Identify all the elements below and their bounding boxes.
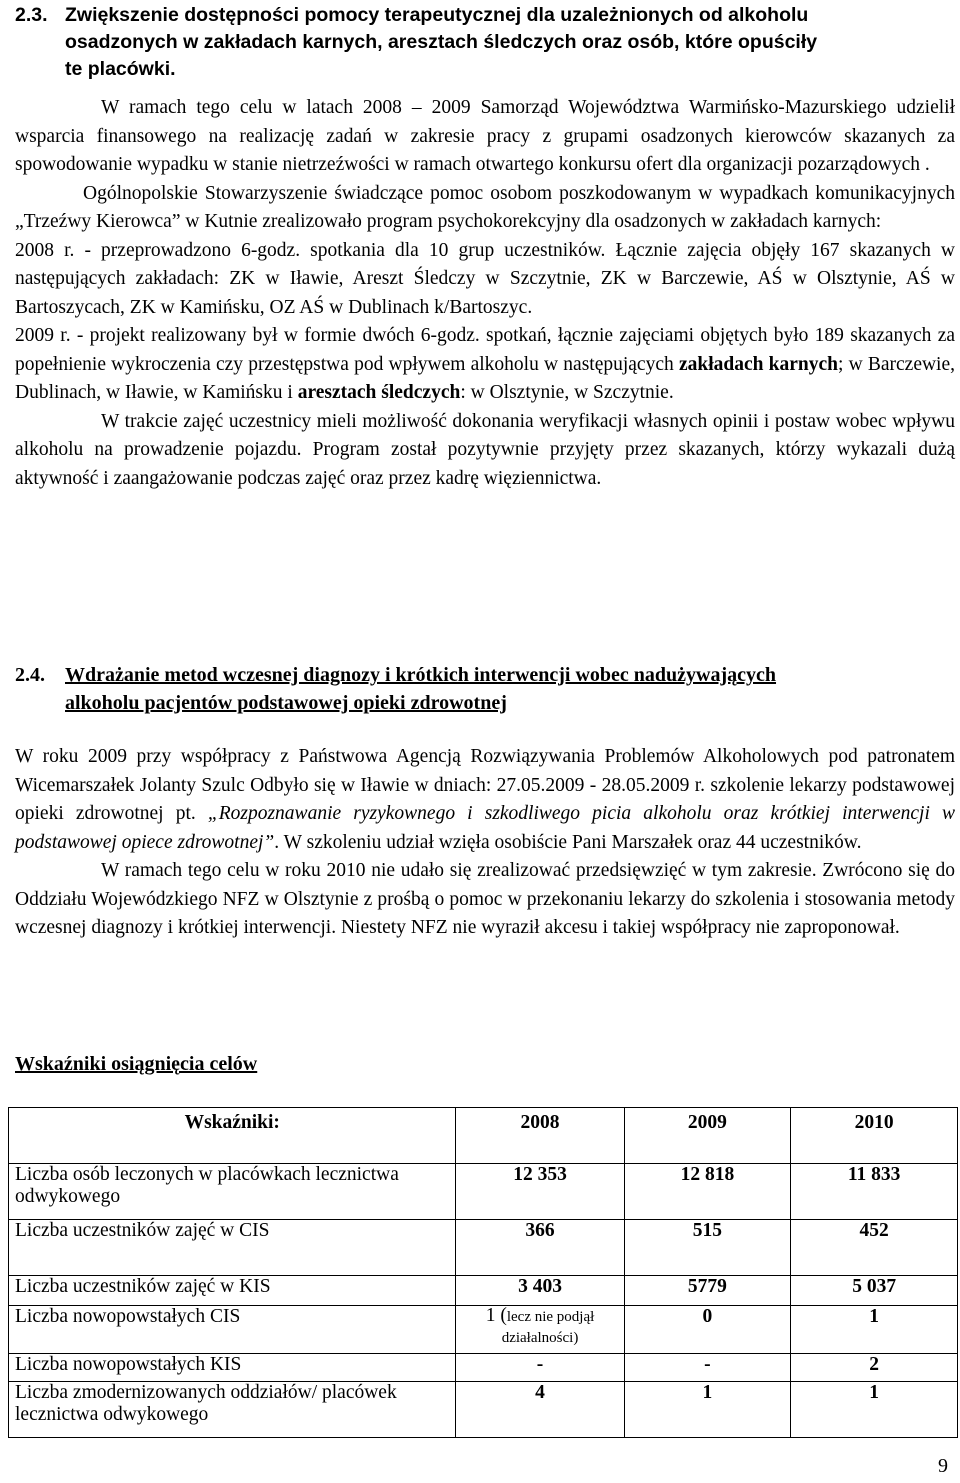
paragraph: 2008 r. - przeprowadzono 6-godz. spotkania dla 10 grup uczestników. Łącznie zajęcia objęły 167 skazanych w następujących zakładach: ZK w Iławie, Areszt Śledczy w Szczytnie, ZK w Barczewie, AŚ w Olsztynie, AŚ w Bartoszycach, ZK w Kamińsku, OZ AŚ w Dublinach k/Bartoszyc. (15, 239, 955, 318)
table-row (9, 1220, 958, 1276)
indicators-table (8, 1107, 958, 1438)
paragraph: W roku 2009 przy współpracy z Państwowa Agencją Rozwiązywania Problemów Alkoholowych pod patronatem Wicemarszałek Jolanty Szulc Odbyło się w Iławie w dniach: 27.05.2009 - 28.05.2009 r. szkolenie lekarzy podstawowej opieki zdrowotnej pt. „Rozpoznawanie ryzykownego i szkodliwego picia alkoholu oraz krótkiej interwencji w podstawowej opiece zdrowotnej”. W szkoleniu udział wzięła osobiście Pani Marszałek oraz 44 uczestników. (15, 746, 955, 853)
value-cell: 0 (624, 1306, 791, 1354)
value-cell: 12 353 (456, 1164, 624, 1220)
bold-text: zakładach karnych (678, 353, 838, 375)
row-label: Liczba zmodernizowanych oddziałów/ placówek lecznictwa odwykowego (9, 1382, 456, 1438)
paragraph: Ogólnopolskie Stowarzyszenie świadczące pomoc osobom poszkodowanym w wypadkach komunikacyjnych „Trzeźwy Kierowca” w Kutnie zrealizowało program psychokorekcyjny dla osadzonych w zakładach karnych: (15, 182, 955, 232)
section-title-line: te placówki. (65, 58, 176, 80)
header-cell: Wskaźniki: (9, 1108, 456, 1164)
value-cell: 515 (624, 1220, 791, 1276)
value-cell: 1 (791, 1306, 958, 1354)
section-2-3-body (15, 94, 955, 493)
value-cell: - (624, 1354, 791, 1382)
page-number: 9 (938, 1455, 948, 1477)
section-title-line: alkoholu pacjentów podstawowej opieki zdrowotnej (65, 692, 507, 714)
value-cell: 452 (791, 1220, 958, 1276)
value-cell: 12 818 (624, 1164, 791, 1220)
section-title-line: Zwiększenie dostępności pomocy terapeutycznej dla uzależnionych od alkoholu (65, 4, 809, 26)
paragraph: W ramach tego celu w roku 2010 nie udało się zrealizować przedsięwzięć w tym zakresie. Zwrócono się do Oddziału Wojewódzkiego NFZ w Olsztynie z prośbą o pomoc w przekonaniu lekarzy do szkolenia i stosowania metody wczesnej diagnozy i krótkiej interwencji. Niestety NFZ nie wyraził akcesu i takiej współpracy nie zaproponował. (15, 860, 955, 938)
table-row (9, 1164, 958, 1220)
italic-title: „Rozpoznawanie ryzykownego i szkodliwego picia alkoholu oraz krótkiej interwencji w podstawowej opiece zdrowotnej” (15, 803, 955, 853)
row-label: Liczba nowopowstałych CIS (9, 1306, 456, 1354)
row-label: Liczba osób leczonych w placówkach lecznictwa odwykowego (9, 1164, 456, 1220)
section-number: 2.4. (15, 664, 45, 686)
paragraph: 2009 r. - projekt realizowany był w formie dwóch 6-godz. spotkań, łącznie zajęciami objętych było 189 skazanych za popełnienie wykroczenia czy przestępstwa pod wpływem alkoholu w następujących zakładach karnych; w Barczewie, Dublinach, w Iławie, w Kamińsku i aresztach śledczych: w Olsztynie, w Szczytnie. (15, 325, 956, 403)
table-header-row (9, 1108, 958, 1164)
header-cell: 2008 (456, 1108, 624, 1164)
value-cell: 4 (456, 1382, 624, 1438)
value-cell: 2 (791, 1354, 958, 1382)
paragraph: W trakcie zajęć uczestnicy mieli możliwość dokonania weryfikacji własnych opinii i postaw wobec wpływu alkoholu na prowadzenie pojazdu. Program został pozytywnie przyjęty przez skazanych, którzy wykazali dużą aktywność i zaangażowanie podczas zajęć oraz przez kadrę więziennictwa. (15, 410, 955, 489)
value-note: lecz nie podjął działalności) (501, 1309, 595, 1346)
table-row (9, 1382, 958, 1438)
value-cell: 366 (456, 1220, 624, 1276)
table-row (9, 1276, 958, 1306)
row-label: Liczba uczestników zajęć w CIS (9, 1220, 456, 1276)
value-cell: 5779 (624, 1276, 791, 1306)
value-cell: 5 037 (791, 1276, 958, 1306)
value-cell: 1 (791, 1382, 958, 1438)
bold-text: aresztach śledczych (297, 382, 461, 403)
value-cell: 1 (624, 1382, 791, 1438)
row-label: Liczba uczestników zajęć w KIS (9, 1276, 456, 1306)
value-cell: - (456, 1354, 624, 1382)
section-title-line: osadzonych w zakładach karnych, aresztach śledczych oraz osób, które opuściły (65, 31, 818, 53)
value-cell: 1 (lecz nie podjął działalności) (456, 1306, 624, 1354)
header-cell: 2010 (791, 1108, 958, 1164)
header-cell: 2009 (624, 1108, 791, 1164)
row-label: Liczba nowopowstałych KIS (9, 1354, 456, 1382)
indicators-heading: Wskaźniki osiągnięcia celów (15, 1053, 258, 1075)
section-title-line: Wdrażanie metod wczesnej diagnozy i krótkich interwencji wobec nadużywających (65, 664, 777, 686)
table-row (9, 1354, 958, 1382)
section-2-4-body (15, 743, 955, 943)
paragraph: W ramach tego celu w latach 2008 – 2009 Samorząd Województwa Warmińsko-Mazurskiego udzielił wsparcia finansowego na realizację zadań w zakresie pracy z grupami osadzonych kierowców skazanych za spowodowanie wypadku w stanie nietrzeźwości w ramach otwartego konkursu ofert dla organizacji pozarządowych . (15, 97, 955, 175)
section-number: 2.3. (15, 4, 48, 26)
value-cell: 11 833 (791, 1164, 958, 1220)
value-cell: 3 403 (456, 1276, 624, 1306)
table-row (9, 1306, 958, 1354)
